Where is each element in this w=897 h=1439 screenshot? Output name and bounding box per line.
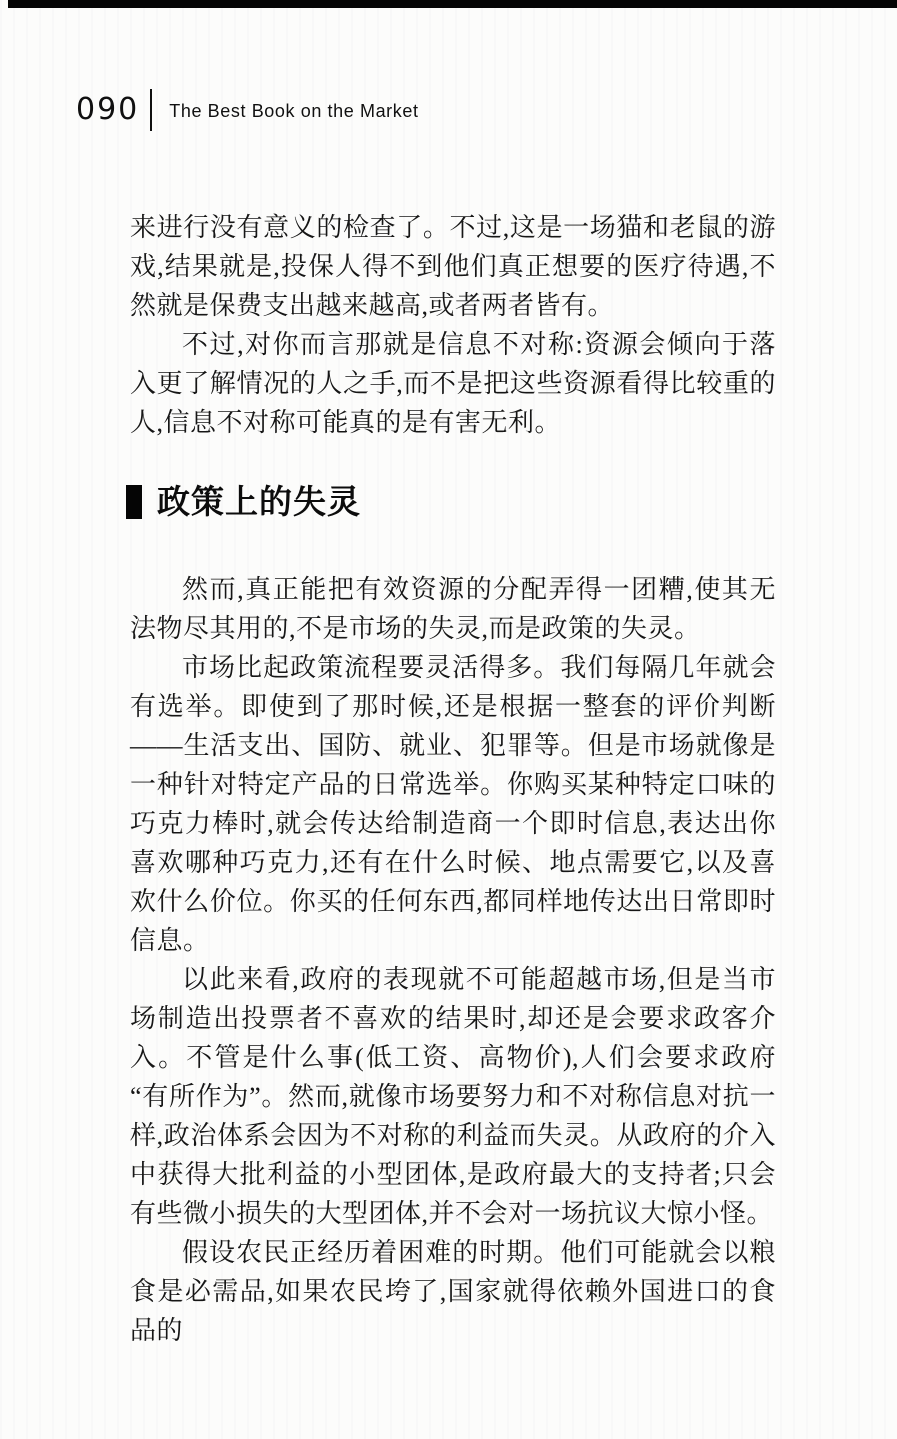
section-heading-text: 政策上的失灵 bbox=[157, 483, 361, 520]
section-bullet-icon bbox=[126, 485, 142, 519]
header-divider bbox=[150, 89, 152, 131]
paragraph-government-intervention: 以此来看,政府的表现就不可能超越市场,但是当市场制造出投票者不喜欢的结果时,却还是会要求政客介入。不管是什么事(低工资、高物价),人们会要求政府“有所作为”。然而,就像市场要努力和不对称信息对抗一样,政治体系会因为不对称的利益而失灵。从政府的介入中获得大批利益的小型团体,是政府最大的支持者;只会有些微小损失的大型团体,并不会对一场抗议大惊小怪。 bbox=[130, 965, 776, 1228]
paragraph-market-vs-policy: 市场比起政策流程要灵活得多。我们每隔几年就会有选举。即使到了那时候,还是根据一整套的评价判断——生活支出、国防、就业、犯罪等。但是市场就像是一种针对特定产品的日常选举。你购买某种特定口味的巧克力棒时,就会传达给制造商一个即时信息,表达出你喜欢哪种巧克力,还有在什么时候、地点需要它,以及喜欢什么价位。你买的任何东西,都同样地传达出日常即时信息。 bbox=[130, 653, 776, 955]
paragraph-farmers-hard-times: 假设农民正经历着困难的时期。他们可能就会以粮食是必需品,如果农民垮了,国家就得依赖外国进口的食品的 bbox=[130, 1238, 776, 1345]
page-body bbox=[130, 208, 776, 1350]
page-header bbox=[76, 88, 419, 132]
paragraph-policy-failure: 然而,真正能把有效资源的分配弄得一团糟,使其无法物尽其用的,不是市场的失灵,而是政策的失灵。 bbox=[130, 575, 776, 643]
book-title: The Best Book on the Market bbox=[169, 100, 419, 121]
page-number: 090 bbox=[76, 92, 140, 127]
section-heading bbox=[126, 482, 776, 522]
paragraph-insurance-cat-and-mouse: 来进行没有意义的检查了。不过,这是一场猫和老鼠的游戏,结果就是,投保人得不到他们真正想要的医疗待遇,不然就是保费支出越来越高,或者两者皆有。 bbox=[130, 213, 776, 320]
scan-edge-bar bbox=[8, 0, 897, 8]
paragraph-information-asymmetry: 不过,对你而言那就是信息不对称:资源会倾向于落入更了解情况的人之手,而不是把这些资源看得比较重的人,信息不对称可能真的是有害无利。 bbox=[130, 330, 776, 437]
